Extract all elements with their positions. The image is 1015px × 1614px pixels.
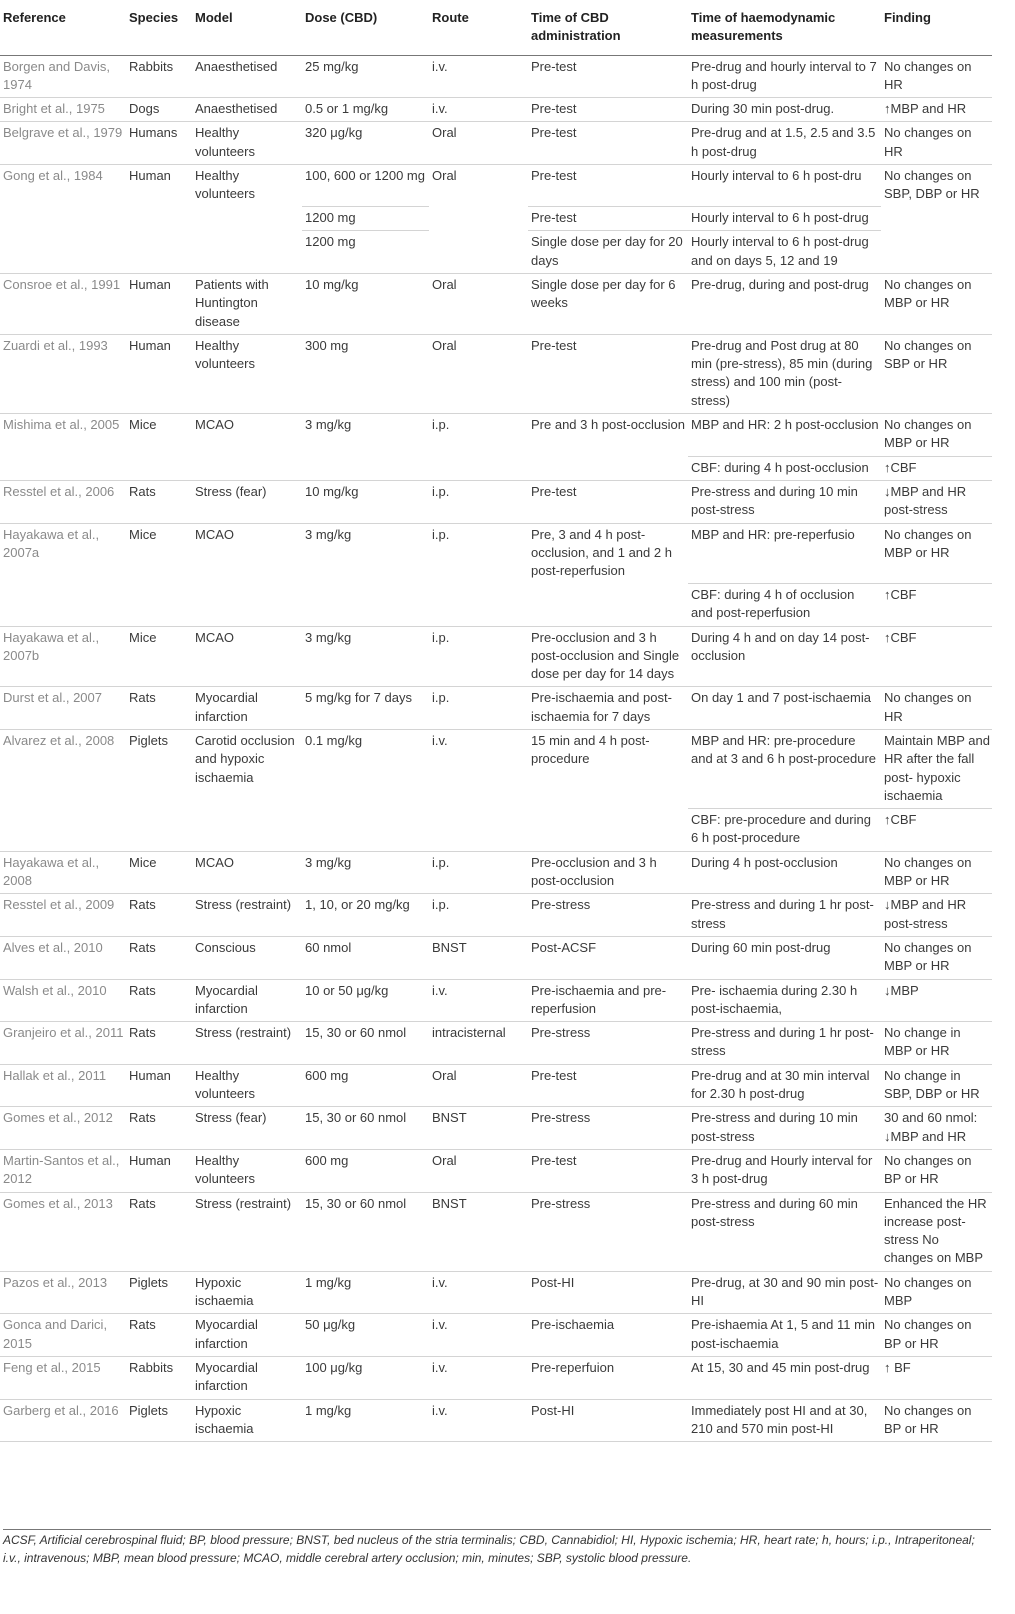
table-cell: Pre-test [528, 122, 688, 165]
table-cell: Myocardial infarction [192, 1314, 302, 1357]
table-cell: Hayakawa et al., 2007b [0, 626, 126, 687]
table-cell: MBP and HR: 2 h post-occlusion [688, 414, 881, 457]
table-cell: Pre-stress [528, 1192, 688, 1271]
table-cell [528, 809, 688, 852]
column-header: Species [126, 0, 192, 55]
table-cell: Hypoxic ischaemia [192, 1399, 302, 1442]
table-cell: During 4 h and on day 14 post-occlusion [688, 626, 881, 687]
table-cell: i.p. [429, 480, 528, 523]
table-cell: Pre-stress and during 10 min post-stress [688, 1107, 881, 1150]
table-cell: Gong et al., 1984 [3, 167, 103, 183]
table-cell: Carotid occlusion and hypoxic ischaemia [195, 733, 295, 785]
table-cell: Mice [129, 526, 157, 542]
table-cell: ↑CBF [881, 456, 992, 480]
table-cell: 3 mg/kg [305, 417, 352, 433]
table-cell: Rabbits [126, 1356, 192, 1399]
table-cell: Rats [126, 687, 192, 730]
table-cell: ↑MBP and HR [881, 98, 992, 122]
table-cell: Rabbits [126, 55, 192, 98]
table-cell: Pre-stress and during 10 min post-stress [688, 480, 881, 523]
column-header: Route [429, 0, 528, 55]
table-cell: i.v. [429, 1399, 528, 1442]
table-row [0, 979, 992, 1022]
table-cell: No changes on SBP or HR [881, 334, 992, 413]
table-cell: Pre-test [528, 1149, 688, 1192]
table-cell: Pre and 3 h post-occlusion [531, 417, 685, 433]
table-cell: Hourly interval to 6 h post-dru [688, 164, 881, 206]
table-cell: Hayakawa et al., 2008 [0, 851, 126, 894]
table-cell: Single dose per day for 20 days [528, 231, 688, 274]
table-cell: Myocardial infarction [192, 1356, 302, 1399]
table-cell: Pazos et al., 2013 [0, 1271, 126, 1314]
table-cell: Patients with Huntington disease [192, 273, 302, 334]
table-cell: No changes on BP or HR [881, 1399, 992, 1442]
table-cell: Mice [126, 851, 192, 894]
table-cell: Rats [126, 1192, 192, 1271]
table-cell: 1 mg/kg [302, 1399, 429, 1442]
table-cell: 1200 mg [302, 207, 429, 231]
table-cell: Pre-drug and Hourly interval for 3 h post-drug [688, 1149, 881, 1192]
table-cell: Pre-drug and at 1.5, 2.5 and 3.5 h post-drug [688, 122, 881, 165]
table-cell: i.p. [432, 417, 450, 433]
table-cell: Pre-test [528, 164, 688, 206]
table-cell: Pre-stress [528, 894, 688, 937]
table-cell: Healthy volunteers [192, 334, 302, 413]
table-cell: Healthy volunteers [192, 1149, 302, 1192]
table-cell: Durst et al., 2007 [0, 687, 126, 730]
table-cell: No change in MBP or HR [881, 1022, 992, 1065]
table-cell: MBP and HR: pre-procedure and at 3 and 6 h post-procedure [688, 730, 881, 809]
table-row [0, 456, 992, 480]
table-cell: Myocardial infarction [192, 979, 302, 1022]
table-cell: Pre-test [528, 55, 688, 98]
table-cell: i.v. [429, 98, 528, 122]
table-cell: i.p. [429, 894, 528, 937]
table-cell: Pre-drug and at 30 min interval for 2.30 h post-drug [688, 1064, 881, 1107]
table-row [0, 1022, 992, 1065]
table-cell: Pre-drug, during and post-drug [688, 273, 881, 334]
table-cell: No changes on BP or HR [881, 1314, 992, 1357]
table-cell: Gonca and Darici, 2015 [0, 1314, 126, 1357]
table-cell: ↑CBF [881, 809, 992, 852]
table-cell: Pre-occlusion and 3 h post-occlusion [528, 851, 688, 894]
table-row [0, 207, 992, 231]
table-cell: BNST [429, 936, 528, 979]
table-row [0, 1271, 992, 1314]
table-cell: ↓MBP and HR post-stress [881, 480, 992, 523]
table-cell: 1200 mg [302, 231, 429, 274]
table-cell: Maintain MBP and HR after the fall post- hypoxic ischaemia [881, 730, 992, 809]
table-cell: No changes on HR [881, 55, 992, 98]
table-cell: Rats [126, 1107, 192, 1150]
table-cell: MCAO [195, 417, 234, 433]
table-cell: CBF: during 4 h of occlusion and post-reperfusion [688, 583, 881, 626]
table-cell: 60 nmol [302, 936, 429, 979]
table-cell [126, 809, 192, 852]
table-row [0, 851, 992, 894]
table-row [0, 583, 992, 626]
table-cell: i.v. [432, 733, 448, 748]
table-cell: 5 mg/kg for 7 days [302, 687, 429, 730]
table-cell: 30 and 60 nmol: ↓MBP and HR [881, 1107, 992, 1150]
table-cell: Oral [432, 167, 457, 183]
table-cell [192, 456, 302, 480]
table-cell [528, 583, 688, 626]
table-cell: Rats [126, 1022, 192, 1065]
table-cell: Healthy volunteers [195, 167, 255, 202]
table-cell: CBF: during 4 h post-occlusion [688, 456, 881, 480]
table-cell: i.v. [429, 1356, 528, 1399]
table-cell: 1, 10, or 20 mg/kg [302, 894, 429, 937]
table-cell [429, 231, 528, 274]
table-cell: 15, 30 or 60 nmol [302, 1022, 429, 1065]
table-cell: ↑ BF [881, 1356, 992, 1399]
table-cell: Pre-drug and Post drug at 80 min (pre-stress), 85 min (during stress) and 100 min (post-stress) [688, 334, 881, 413]
table-cell: Rats [126, 480, 192, 523]
table-cell: No changes on HR [881, 122, 992, 165]
table-cell: 100, 600 or 1200 mg [302, 164, 429, 206]
table-cell: 600 mg [302, 1064, 429, 1107]
table-cell: Belgrave et al., 1979 [0, 122, 126, 165]
table-cell: Stress (restraint) [192, 894, 302, 937]
table-cell: 3 mg/kg [302, 626, 429, 687]
table-cell: Rats [126, 1314, 192, 1357]
table-cell [0, 456, 126, 480]
table-cell: 50 μg/kg [302, 1314, 429, 1357]
table-cell: Pre, 3 and 4 h post-occlusion, and 1 and 2 h post-reperfusion [531, 526, 672, 579]
table-body [0, 55, 992, 1442]
table-row [0, 894, 992, 937]
table-row [0, 1399, 992, 1442]
table-cell: Post-HI [528, 1271, 688, 1314]
table-cell: Pre-test [528, 1064, 688, 1107]
table-cell: Resstel et al., 2006 [0, 480, 126, 523]
table-cell: intracisternal [429, 1022, 528, 1065]
table-cell: Myocardial infarction [192, 687, 302, 730]
table-cell [0, 809, 126, 852]
table-cell: Immediately post HI and at 30, 210 and 570 min post-HI [688, 1399, 881, 1442]
table-cell: Rats [126, 936, 192, 979]
table-cell: Pre-stress and during 1 hr post-stress [688, 1022, 881, 1065]
table-cell: Piglets [129, 733, 169, 748]
table-cell: i.v. [429, 1271, 528, 1314]
table-cell: Piglets [126, 1399, 192, 1442]
table-cell: Mice [126, 626, 192, 687]
table-cell: BNST [429, 1107, 528, 1150]
table-cell: Stress (restraint) [192, 1022, 302, 1065]
table-cell: MCAO [195, 526, 234, 542]
table-cell: 10 or 50 μg/kg [302, 979, 429, 1022]
table-cell [881, 231, 992, 274]
table-row [0, 1314, 992, 1357]
table-cell [302, 583, 429, 626]
table-cell: Stress (restraint) [192, 1192, 302, 1271]
table-cell: Alves et al., 2010 [0, 936, 126, 979]
table-cell: 0.5 or 1 mg/kg [302, 98, 429, 122]
table-row [0, 414, 992, 457]
table-cell: Post-ACSF [528, 936, 688, 979]
table-cell: Pre-stress [528, 1022, 688, 1065]
table-cell: Mishima et al., 2005 [3, 417, 120, 433]
table-row [0, 98, 992, 122]
table-cell: 600 mg [302, 1149, 429, 1192]
table-cell [126, 456, 192, 480]
table-cell: ↓MBP [881, 979, 992, 1022]
table-cell: Bright et al., 1975 [0, 98, 126, 122]
table-cell: ↑CBF [881, 626, 992, 687]
table-cell [302, 456, 429, 480]
table-cell: Hourly interval to 6 h post-drug and on days 5, 12 and 19 [688, 231, 881, 274]
column-header: Time of CBD administration [528, 0, 688, 55]
table-cell: i.p. [429, 851, 528, 894]
table-cell: ↓MBP and HR post-stress [881, 894, 992, 937]
table-cell: Pre-reperfuion [528, 1356, 688, 1399]
table-cell [192, 583, 302, 626]
table-cell: BNST [429, 1192, 528, 1271]
table-cell: No changes on MBP or HR [881, 414, 992, 457]
table-cell: At 15, 30 and 45 min post-drug [688, 1356, 881, 1399]
table-cell: No changes on MBP or HR [881, 273, 992, 334]
table-row [0, 55, 992, 98]
table-cell: Pre-stress and during 60 min post-stress [688, 1192, 881, 1271]
table-cell [528, 456, 688, 480]
table-cell: Gomes et al., 2012 [0, 1107, 126, 1150]
table-cell: No changes on SBP, DBP or HR [884, 167, 980, 202]
table-cell: Enhanced the HR increase post-stress No changes on MBP [881, 1192, 992, 1271]
table-cell: Anaesthetised [192, 55, 302, 98]
table-cell: No changes on MBP [881, 1271, 992, 1314]
table-cell: 25 mg/kg [302, 55, 429, 98]
column-header: Model [192, 0, 302, 55]
table-cell [0, 583, 126, 626]
table-cell [429, 456, 528, 480]
table-cell: Conscious [192, 936, 302, 979]
table-cell: Gomes et al., 2013 [0, 1192, 126, 1271]
table-cell: 300 mg [302, 334, 429, 413]
table-cell: 10 mg/kg [302, 480, 429, 523]
table-cell: i.v. [429, 55, 528, 98]
table-cell: No changes on MBP or HR [881, 523, 992, 583]
table-cell: Pre-test [528, 207, 688, 231]
table-cell: 15, 30 or 60 nmol [302, 1192, 429, 1271]
table-cell [302, 809, 429, 852]
table-row [0, 273, 992, 334]
table-cell: i.v. [429, 1314, 528, 1357]
table-cell: Pre-ischaemia and pre-reperfusion [528, 979, 688, 1022]
table-cell: Hypoxic ischaemia [192, 1271, 302, 1314]
table-cell: Human [126, 334, 192, 413]
table-cell: No changes on MBP or HR [881, 936, 992, 979]
table-cell: Oral [429, 334, 528, 413]
table-cell: Human [126, 1064, 192, 1107]
table-row [0, 164, 992, 206]
table-cell: Pre-ischaemia [528, 1314, 688, 1357]
table-cell: Martin-Santos et al., 2012 [0, 1149, 126, 1192]
table-cell: Borgen and Davis, 1974 [0, 55, 126, 98]
table-cell: No changes on MBP or HR [881, 851, 992, 894]
table-cell: Consroe et al., 1991 [0, 273, 126, 334]
column-header: Dose (CBD) [302, 0, 429, 55]
table-cell: Single dose per day for 6 weeks [528, 273, 688, 334]
table-cell: Dogs [126, 98, 192, 122]
table-cell: Pre-stress [528, 1107, 688, 1150]
table-cell [192, 207, 302, 231]
table-cell: Zuardi et al., 1993 [0, 334, 126, 413]
table-cell: 0.1 mg/kg [305, 733, 363, 748]
table-row [0, 730, 992, 809]
table-cell: Rats [126, 979, 192, 1022]
table-cell [192, 809, 302, 852]
table-cell: Granjeiro et al., 2011 [0, 1022, 126, 1065]
table-cell: 10 mg/kg [302, 273, 429, 334]
table-cell: Post-HI [528, 1399, 688, 1442]
table-row [0, 1149, 992, 1192]
table-cell: No changes on BP or HR [881, 1149, 992, 1192]
table-row [0, 334, 992, 413]
table-row [0, 1107, 992, 1150]
table-cell: Oral [429, 122, 528, 165]
table-cell: Alvarez et al., 2008 [3, 733, 115, 748]
table-footnote: ACSF, Artificial cerebrospinal fluid; BP, blood pressure; BNST, bed nucleus of the stria terminalis; CBD, Cannabidiol; HI, Hypoxic ischemia; HR, heart rate; h, hours; i.p., Intraperitoneal; i.v., intravenous; MBP, mean blood pressure; MCAO, middle cerebral artery occlusion; min, minutes; SBP, systolic blood pressure. [3, 1529, 991, 1567]
table-cell: 3 mg/kg [302, 851, 429, 894]
table-cell: Pre-occlusion and 3 h post-occlusion and Single dose per day for 14 days [528, 626, 688, 687]
table-cell: i.p. [432, 526, 450, 542]
table-cell [192, 231, 302, 274]
table-cell [126, 207, 192, 231]
table-cell: Oral [429, 1149, 528, 1192]
column-header: Reference [0, 0, 126, 55]
table-cell: Pre- ischaemia during 2.30 h post-ischaemia, [688, 979, 881, 1022]
table-cell [429, 809, 528, 852]
table-cell: Piglets [126, 1271, 192, 1314]
table-cell: 3 mg/kg [305, 526, 352, 542]
table-cell: Pre-stress and during 1 hr post-stress [688, 894, 881, 937]
table-row [0, 122, 992, 165]
table-cell: During 30 min post-drug. [688, 98, 881, 122]
table-row [0, 687, 992, 730]
table-cell: Garberg et al., 2016 [0, 1399, 126, 1442]
table-cell: Pre-test [528, 480, 688, 523]
table-cell: Stress (fear) [192, 480, 302, 523]
table-row [0, 231, 992, 274]
table-cell: Healthy volunteers [192, 122, 302, 165]
table-cell: Human [126, 1149, 192, 1192]
table-cell: Rats [126, 894, 192, 937]
table-cell: Anaesthetised [192, 98, 302, 122]
table-cell: Stress (fear) [192, 1107, 302, 1150]
table-row [0, 809, 992, 852]
table-row [0, 1192, 992, 1271]
table-cell: Hallak et al., 2011 [0, 1064, 126, 1107]
table-cell: Healthy volunteers [192, 1064, 302, 1107]
table-cell: Pre-test [528, 334, 688, 413]
table-cell: Pre-test [528, 98, 688, 122]
table-cell: i.v. [429, 979, 528, 1022]
table-cell [429, 207, 528, 231]
column-header: Finding [881, 0, 992, 55]
table-cell [126, 583, 192, 626]
table-cell: Resstel et al., 2009 [0, 894, 126, 937]
table-cell: Hayakawa et al., 2007a [3, 526, 100, 560]
table-cell: During 4 h post-occlusion [688, 851, 881, 894]
table-cell: Hourly interval to 6 h post-drug [688, 207, 881, 231]
table-cell: Pre-drug, at 30 and 90 min post-HI [688, 1271, 881, 1314]
table-cell [126, 231, 192, 274]
table-row [0, 480, 992, 523]
table-cell: i.p. [429, 626, 528, 687]
table-cell: Walsh et al., 2010 [0, 979, 126, 1022]
table-cell: Pre-drug and hourly interval to 7 h post-drug [688, 55, 881, 98]
table-row [0, 626, 992, 687]
table-cell: No change in SBP, DBP or HR [881, 1064, 992, 1107]
table-row [0, 1356, 992, 1399]
table-cell: Oral [429, 273, 528, 334]
table-cell: Human [129, 167, 171, 183]
table-cell: Human [126, 273, 192, 334]
table-cell: Mice [129, 417, 157, 433]
table-cell: No changes on HR [881, 687, 992, 730]
table-cell: 15, 30 or 60 nmol [302, 1107, 429, 1150]
table-cell: MCAO [192, 851, 302, 894]
table-row [0, 523, 992, 583]
table-cell: CBF: pre-procedure and during 6 h post-procedure [688, 809, 881, 852]
table-cell [0, 207, 126, 231]
table-cell: Pre-ishaemia At 1, 5 and 11 min post-ischaemia [688, 1314, 881, 1357]
table-cell: 1 mg/kg [302, 1271, 429, 1314]
table-row [0, 936, 992, 979]
table-cell: Pre-ischaemia and post-ischaemia for 7 days [528, 687, 688, 730]
table-cell: MBP and HR: pre-reperfusio [688, 523, 881, 583]
table-cell: On day 1 and 7 post-ischaemia [688, 687, 881, 730]
table-cell [429, 583, 528, 626]
table-cell: During 60 min post-drug [688, 936, 881, 979]
header-row [0, 0, 992, 55]
table-cell: 320 μg/kg [302, 122, 429, 165]
table-cell: i.p. [429, 687, 528, 730]
table-cell: MCAO [192, 626, 302, 687]
table-cell: ↑CBF [881, 583, 992, 626]
table-cell: 15 min and 4 h post-procedure [531, 733, 650, 767]
table-row [0, 1064, 992, 1107]
table-cell: Humans [126, 122, 192, 165]
table-cell: Oral [429, 1064, 528, 1107]
table-cell [881, 207, 992, 231]
table-cell: Feng et al., 2015 [0, 1356, 126, 1399]
column-header: Time of haemodynamic measurements [688, 0, 881, 55]
table-cell: 100 μg/kg [302, 1356, 429, 1399]
table-cell [0, 231, 126, 274]
